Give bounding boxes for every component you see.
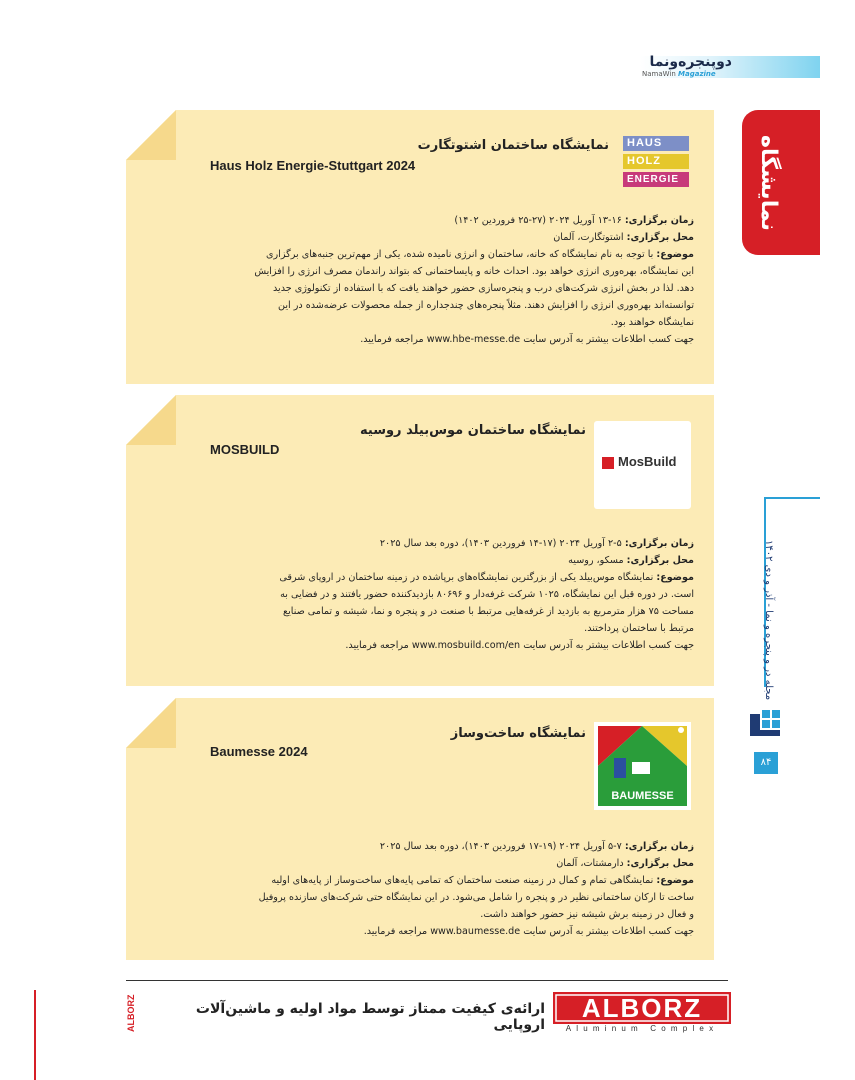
card-fold-shadow xyxy=(126,110,176,160)
alborz-logo-subtitle: Aluminum Complex xyxy=(565,1024,719,1033)
exhibition-details: زمان برگزاری: ۱۶-۱۳ آوریل ۲۰۲۴ (۲۷-۲۵ فروردین ۱۴۰۲) محل برگزاری: اشتوتگارت، آلمان موضوع: با توجه به نام نمایشگاه که خانه، ساختمان و انرژی نامیده شده، یکی از مهم‌ترین جنبه‌های برگزاری این نمایشگاه، بهره‌وری انرژی خواهد بود. احداث خانه و پایساختمانی که بتواند راندمان مصرف انرژی را افزایش دهد. لذا در بخش انرژی شرکت‌های درب و پنجره‌سازی حضور خواهند یافت که با استفاده از تکنولوژی جدید توانسته‌اند بهره‌وری انرژی را افزایش دهند. مثلاً پنجره‌های چندجداره از جمله محصولات عرضه‌شده در این نمایشگاه خواهند بود. جهت کسب اطلاعات بیشتر به آدرس سایت www.hbe-messe.de مراجعه فرمایید. xyxy=(254,215,694,345)
exhibition-title-en: MOSBUILD xyxy=(210,442,280,457)
logo-row-holz: HOLZ xyxy=(623,154,689,169)
exhibition-card-mosbuild xyxy=(126,395,714,686)
logo-row-haus: HAUS xyxy=(623,136,689,151)
exhibition-title-fa: نمایشگاه ساختمان اشتوتگارت xyxy=(417,138,609,153)
section-tab-label: نمایشگاه xyxy=(756,135,781,231)
window-icon xyxy=(748,706,782,740)
mosbuild-logo-square xyxy=(602,457,614,469)
page-number: ۸۴ xyxy=(754,752,778,774)
alborz-logo-text: ALBORZ xyxy=(581,993,703,1023)
alborz-logo xyxy=(553,992,731,1024)
footer-accent-bar xyxy=(34,990,36,1080)
issue-info: مجله در و پنجره و نما - آذر و دی ۱۴۰۲ xyxy=(763,539,774,700)
footer-divider xyxy=(126,980,728,981)
exhibition-details: زمان برگزاری: ۵-۲ آوریل ۲۰۲۴ (۱۷-۱۴ فروردین ۱۴۰۳)، دوره بعد سال ۲۰۲۵ محل برگزاری: مسکو، روسیه موضوع: نمایشگاه موس‌بیلد یکی از بزرگترین نمایشگاه‌های برپاشده در زمینه ساختمان در اروپای شرقی است. در دوره قبل این نمایشگاه، ۱۰۲۵ شرکت غرفه‌دار و ۸۰۶۹۶ بازدیدکننده حضور یافتند و در فضایی به مساحت ۷۵ هزار مترمربع به بازدید از غرفه‌هایی مرتبط با صنعت در و پنجره و نما، شیشه و تمامی صنایع مرتبط با ساختمان پرداختند. جهت کسب اطلاعات بیشتر به آدرس سایت www.mosbuild.com/en مراجعه فرمایید. xyxy=(279,538,694,651)
card-fold-shadow xyxy=(126,395,176,445)
footer-slogan: ارائه‌ی کیفیت ممتاز توسط مواد اولیه و ماشین‌آلات اروپایی xyxy=(195,1001,545,1033)
mosbuild-logo xyxy=(594,421,691,509)
exhibition-details: زمان برگزاری: ۷-۵ آوریل ۲۰۲۴ (۱۹-۱۷ فروردین ۱۴۰۳)، دوره بعد سال ۲۰۲۵ محل برگزاری: دارمشتات، آلمان موضوع: نمایشگاهی تمام و کمال در زمینه صنعت ساختمان که تمامی پایه‌های ساخت‌وساز از پایه‌های اولیه ساخت تا ارکان ساختمانی نظیر در و پنجره را شامل می‌شود. در این نمایشگاه حتی شرکت‌های سازنده پروفیل و فعال در زمینه برش شیشه نیز حضور خواهند داشت. جهت کسب اطلاعات بیشتر به آدرس سایت www.baumesse.de مراجعه فرمایید. xyxy=(258,841,694,937)
baumesse-logo-text: BAUMESSE xyxy=(611,790,674,802)
exhibition-title-fa: نمایشگاه ساختمان موس‌بیلد روسیه xyxy=(360,423,586,438)
haus-holz-logo xyxy=(623,136,689,192)
logo-row-energie: ENERGIE xyxy=(623,172,689,187)
side-divider-h xyxy=(764,497,820,499)
site-link[interactable]: www.hbe-messe.de xyxy=(426,334,521,345)
magazine-logo-subtitle: NamaWin Magazine xyxy=(642,70,716,78)
card-fold-shadow xyxy=(126,698,176,748)
magazine-logo-title: دوپنجره‌ونما xyxy=(649,54,732,70)
footer-small-brand: ALBORZ xyxy=(126,994,136,1032)
exhibition-card-baumesse xyxy=(126,698,714,960)
exhibition-title-en: Baumesse 2024 xyxy=(210,744,308,759)
mosbuild-logo-text: MosBuild xyxy=(618,454,677,469)
exhibition-title-en: Haus Holz Energie-Stuttgart 2024 xyxy=(210,158,416,173)
site-link[interactable]: www.mosbuild.com/en xyxy=(411,640,521,651)
site-link[interactable]: www.baumesse.de xyxy=(430,926,521,937)
exhibition-title-fa: نمایشگاه ساخت‌وساز xyxy=(450,726,586,741)
exhibition-card-stuttgart xyxy=(126,110,714,384)
